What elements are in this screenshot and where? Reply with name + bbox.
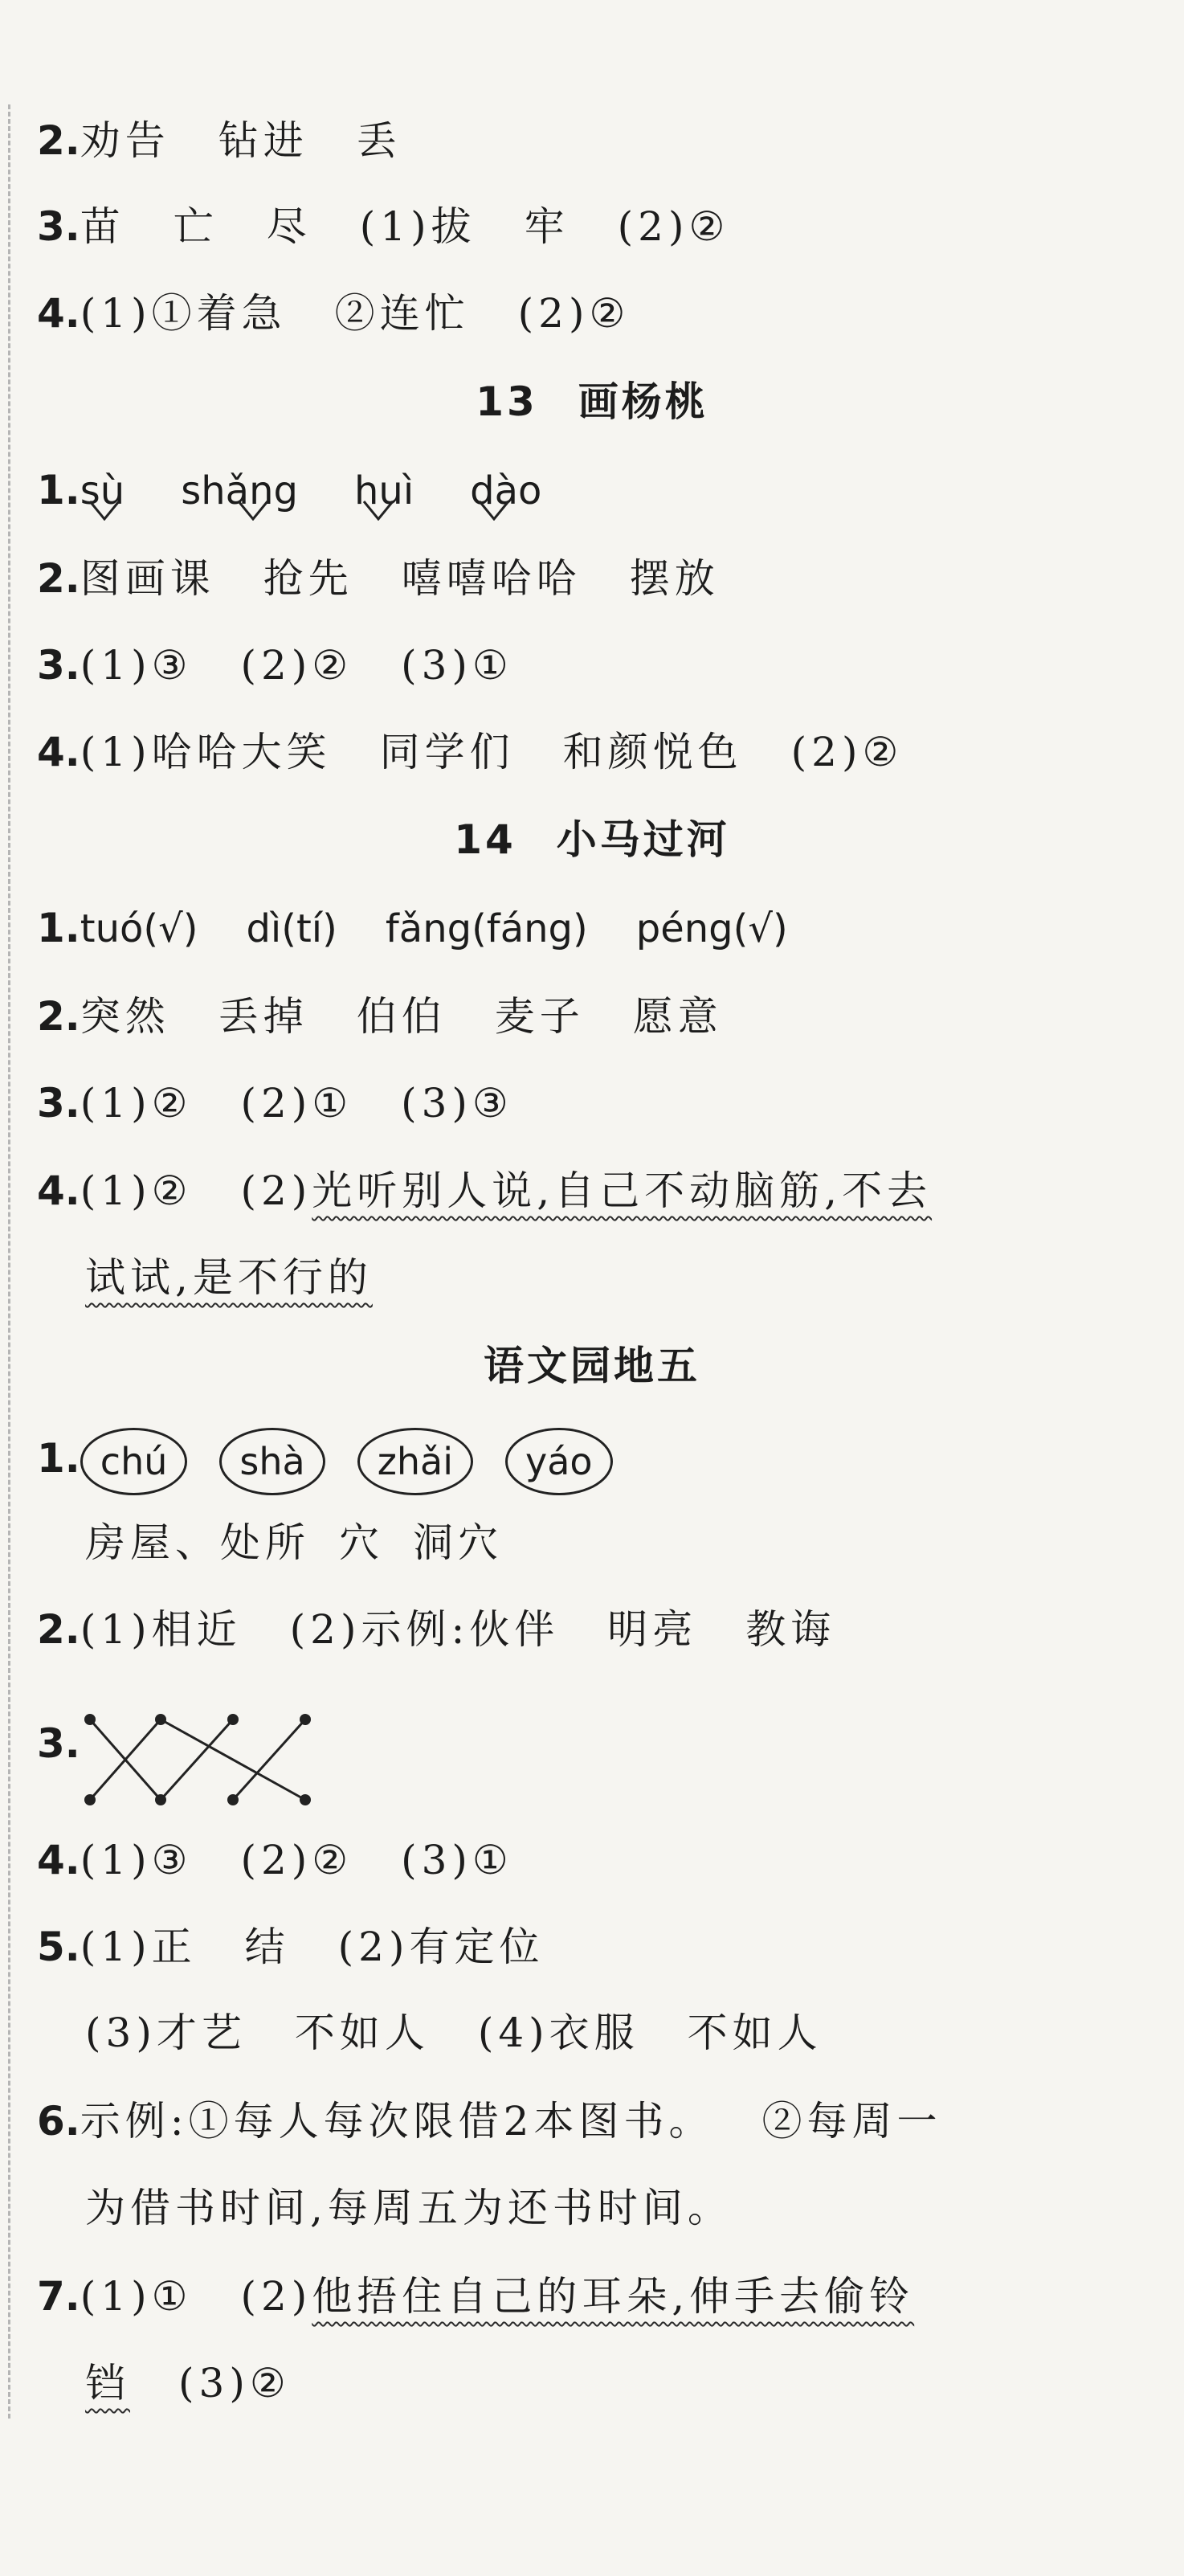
answer-line-continued xyxy=(85,1237,1160,1318)
answer-line: 2.突然 丢掉 伯伯 麦子 愿意 xyxy=(37,993,723,1040)
answer-line: 7.(1)① (2)他捂住自己的耳朵,伸手去偷铃 xyxy=(37,2273,915,2320)
answer-line: 1.tuó(√) dì(tí) fǎng(fáng) péng(√) xyxy=(37,905,788,951)
check-mark-icon xyxy=(362,500,394,521)
circled-pinyin: chú xyxy=(80,1428,188,1495)
answer-line: 4.(1)② (2)光听别人说,自己不动脑筋,不去 xyxy=(37,1167,933,1214)
circled-pinyin: shà xyxy=(219,1428,325,1495)
answer-line: 6.示例:①每人每次限借2本图书。 ②每周一 xyxy=(37,2098,942,2145)
answer-line: 4.(1)①着急 ②连忙 (2)② xyxy=(37,290,631,337)
check-mark-icon xyxy=(237,500,269,521)
answer-line-matching: 3. xyxy=(37,1720,80,1767)
answer-line: 2.图画课 抢先 嘻嘻哈哈 摆放 xyxy=(37,555,720,602)
circled-pinyin: zhǎi xyxy=(357,1428,473,1495)
answer-line-pinyin: 1.sù shǎng huì dào xyxy=(37,450,1160,530)
check-mark-icon xyxy=(88,500,120,521)
underlined-answer: 光听别人说,自己不动脑筋,不去 xyxy=(312,1167,933,1214)
answer-line-continued: 房屋、处所 穴 洞穴 xyxy=(85,1519,503,1566)
answer-line: 4.(1)③ (2)② (3)① xyxy=(37,1837,513,1883)
underlined-answer: 试试,是不行的 xyxy=(85,1254,373,1301)
answer-line: 3.苗 亡 尽 (1)拔 牢 (2)② xyxy=(37,203,730,250)
underlined-answer: 铛 xyxy=(85,2360,130,2406)
answer-line-continued: 铛 (3)② xyxy=(85,2360,291,2406)
answer-line-continued: (3)才艺 不如人 (4)衣服 不如人 xyxy=(85,2010,823,2056)
answer-line: 5.(1)正 结 (2)有定位 xyxy=(37,1924,545,1970)
check-mark-icon xyxy=(478,500,510,521)
answer-line: 1. chú shà zhǎi yáo xyxy=(37,1418,1160,1499)
lesson-title: 13 画杨桃 xyxy=(476,378,708,425)
margin-dashed-line xyxy=(8,104,10,2419)
answer-line: 4.(1)哈哈大笑 同学们 和颜悦色 (2)② xyxy=(37,729,904,775)
underlined-answer: 他捂住自己的耳朵,伸手去偷铃 xyxy=(312,2273,915,2320)
section-title: 语文园地五 xyxy=(484,1343,700,1389)
answer-line-continued: 为借书时间,每周五为还书时间。 xyxy=(85,2185,733,2231)
answer-line: 3.(1)② (2)① (3)③ xyxy=(37,1080,513,1126)
matching-lines-diagram xyxy=(80,1703,321,1816)
lesson-title: 14 小马过河 xyxy=(454,816,730,863)
circled-pinyin: yáo xyxy=(505,1428,613,1495)
answer-line: 2.劝告 钻进 丢 xyxy=(37,117,402,164)
answer-line: 3.(1)③ (2)② (3)① xyxy=(37,642,513,689)
answer-line: 2.(1)相近 (2)示例:伙伴 明亮 教诲 xyxy=(37,1606,836,1653)
